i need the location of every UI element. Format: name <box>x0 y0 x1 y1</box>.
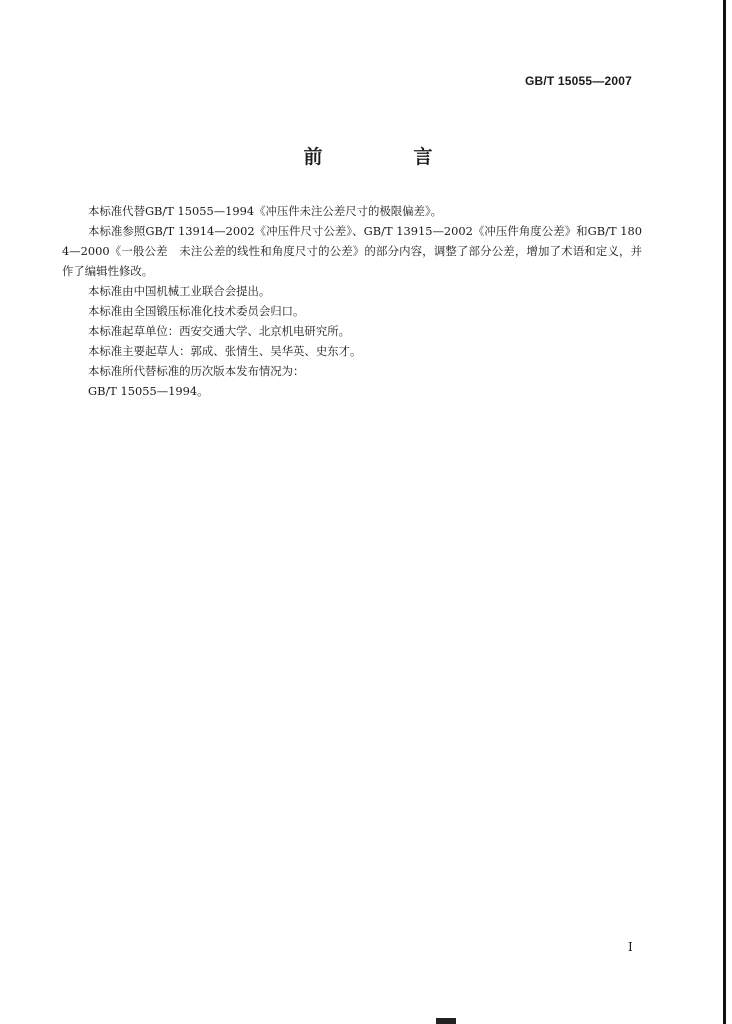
paragraph-centralized-by: 本标准由全国锻压标准化技术委员会归口。 <box>88 304 305 318</box>
paragraph-history-item: GB/T 15055—1994。 <box>88 384 209 398</box>
paragraph-drafting-units: 本标准起草单位：西安交通大学、北京机电研究所。 <box>88 324 350 338</box>
paragraph-drafters: 本标准主要起草人：郭成、张情生、吴华英、史东才。 <box>88 344 362 358</box>
paragraph-proposed-by: 本标准由中国机械工业联合会提出。 <box>88 284 271 298</box>
section-title: 前 言 <box>303 146 469 168</box>
document-code: GB/T 15055—2007 <box>524 74 632 88</box>
scan-bottom-mark <box>436 1018 456 1024</box>
paragraph-replaces: 本标准代替GB/T 15055—1994《冲压件未注公差尺寸的极限偏差》。 <box>88 204 443 218</box>
page-number: I <box>628 940 633 954</box>
paragraph-history-intro: 本标准所代替标准的历次版本发布情况为： <box>88 364 305 378</box>
foreword-body <box>62 201 642 401</box>
paragraph-references: 本标准参照GB/T 13914—2002《冲压件尺寸公差》、GB/T 13915—2002《冲压件角度公差》和GB/T 1804—2000《一般公差 未注公差的线性和角度尺寸的公差》的部分内容，调整了部分公差，增加了术语和定义，并作了编辑性修改。 <box>62 224 642 278</box>
